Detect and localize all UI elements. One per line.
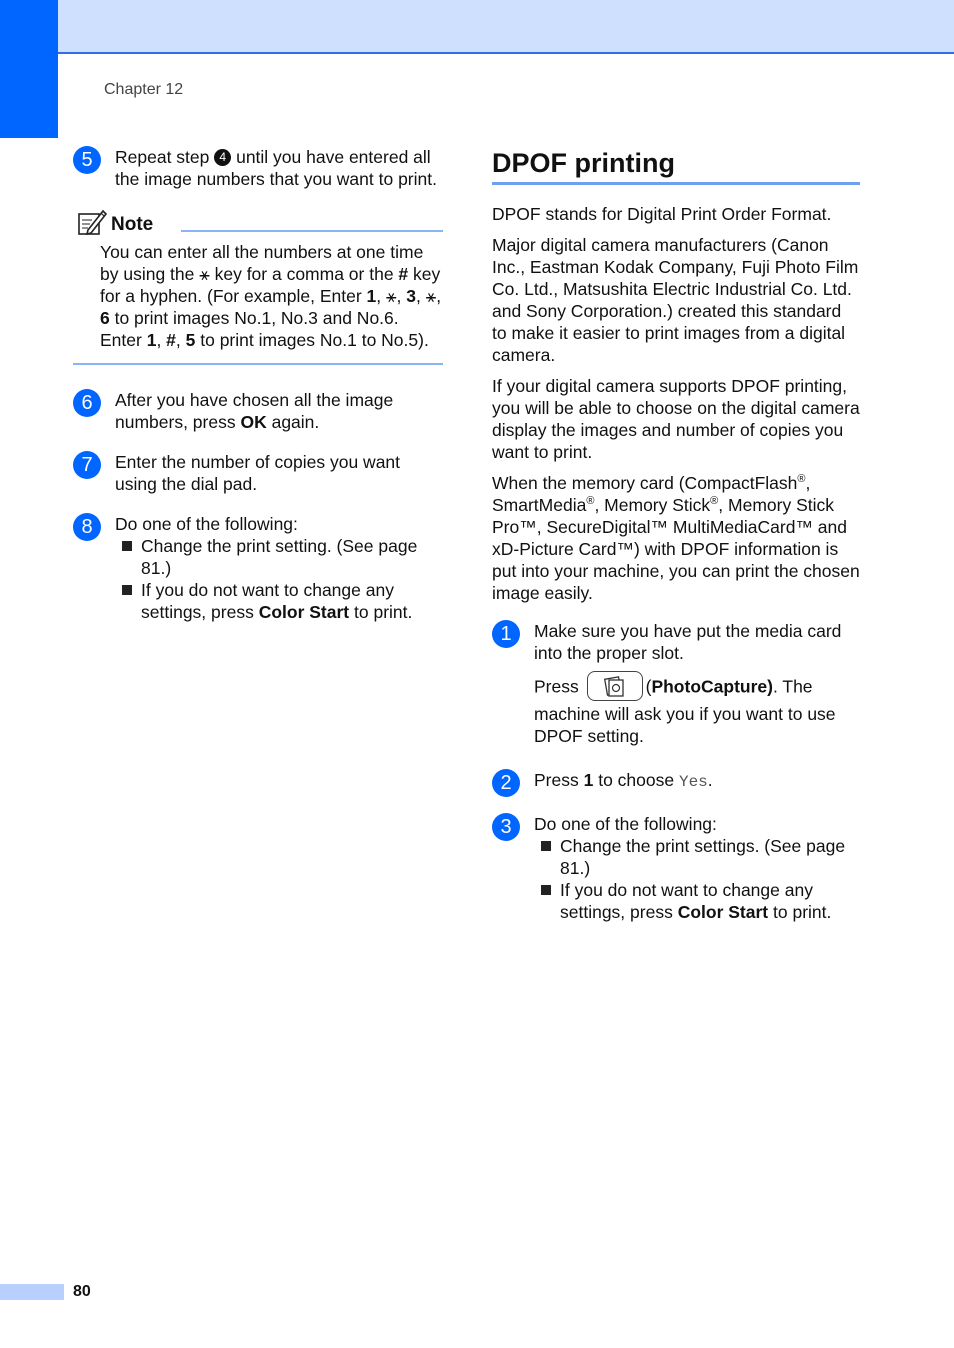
list-item: Change the print settings. (See page 81.) <box>534 835 860 879</box>
note-box <box>73 208 443 365</box>
step-1: 1 Make sure you have put the media card into the proper slot. Press (PhotoCapture). The machine will ask you if you want to use DPOF setting. <box>492 620 860 747</box>
page-number: 80 <box>73 1283 91 1300</box>
list-item: Change the print setting. (See page 81.) <box>115 535 443 579</box>
header-bar <box>0 0 954 54</box>
step-number: 2 <box>492 769 520 797</box>
option-list <box>534 835 860 923</box>
note-text: You can enter all the numbers at one time by using the ⚹ key for a comma or the # key for a hyphen. (For example, Enter 1, ⚹, 3, ⚹, 6 to print images No.1, No.3 and No.6. Enter 1, #, 5 to print images No.1 to No.5). <box>100 242 442 350</box>
step-6: 6 After you have chosen all the image numbers, press OK again. <box>73 389 443 433</box>
step-2: 2 Press 1 to choose Yes. <box>492 769 860 793</box>
photocapture-button-icon <box>587 671 643 701</box>
step-number: 1 <box>492 620 520 648</box>
note-header <box>77 208 443 238</box>
note-title: Note <box>111 214 154 235</box>
star-key-icon: ⚹ <box>199 264 210 284</box>
footer-bar <box>0 1284 64 1300</box>
step-8: 8 Do one of the following: Change the print setting. (See page 81.) If you do not want to change any settings, press Color Start to print. <box>73 513 443 623</box>
step-number: 5 <box>73 146 101 174</box>
list-item: If you do not want to change any settings, press Color Start to print. <box>115 579 443 623</box>
step-reference: 4 <box>214 149 231 166</box>
chapter-tab <box>0 0 58 138</box>
chapter-label: Chapter 12 <box>104 81 184 98</box>
list-item: If you do not want to change any settings, press Color Start to print. <box>534 879 860 923</box>
right-column <box>492 146 860 941</box>
star-key-icon: ⚹ <box>386 286 397 306</box>
step-number: 7 <box>73 451 101 479</box>
note-divider <box>181 230 443 232</box>
step-number: 6 <box>73 389 101 417</box>
paragraph: Major digital camera manufacturers (Canon Inc., Eastman Kodak Company, Fuji Photo Film Co. Ltd., Matsushita Electric Industrial Co. Ltd. and Sony Corporation.) created this standard to make it easier to print images from a digital camera. <box>492 235 859 365</box>
option-list <box>115 535 443 623</box>
step-5: 5 Repeat step 4 until you have entered all the image numbers that you want to print. <box>73 146 443 190</box>
paragraph: DPOF stands for Digital Print Order Format. <box>492 204 832 224</box>
left-column <box>73 146 443 641</box>
step-3: 3 Do one of the following: Change the print settings. (See page 81.) If you do not want to change any settings, press Color Start to print. <box>492 813 860 923</box>
paragraph: When the memory card (CompactFlash®, SmartMedia®, Memory Stick®, Memory Stick Pro™, SecureDigital™ MultiMediaCard™ and xD-Picture Card™) with DPOF information is put into your machine, you can print the chosen image easily. <box>492 473 860 603</box>
paragraph: If your digital camera supports DPOF printing, you will be able to choose on the digital camera display the images and number of copies you want to print. <box>492 376 860 462</box>
step-number: 8 <box>73 513 101 541</box>
step-7: 7 Enter the number of copies you want using the dial pad. <box>73 451 443 495</box>
note-pencil-icon <box>77 208 107 236</box>
step-number: 3 <box>492 813 520 841</box>
section-title: DPOF printing <box>492 146 860 185</box>
star-key-icon: ⚹ <box>425 286 437 306</box>
lcd-text: Yes <box>678 773 708 791</box>
